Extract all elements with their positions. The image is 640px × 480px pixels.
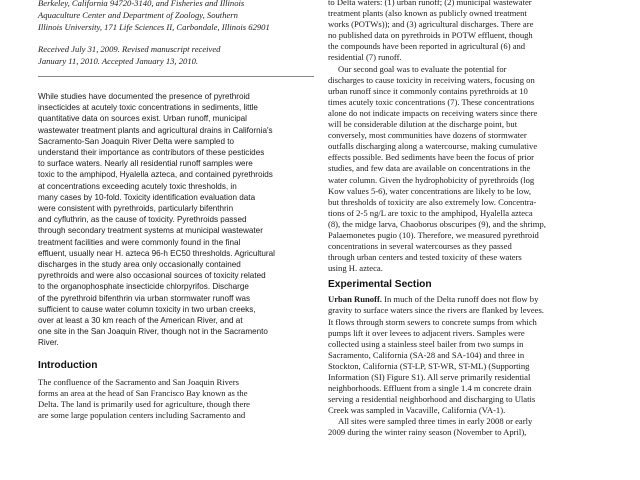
abstract-line: effluent, usually near H. azteca 96-h EC50 thresholds. Agricultural — [38, 248, 275, 258]
body-line: concentrations in several watercourses as they passed — [328, 241, 512, 252]
body-line: through urban centers and tested toxicity of these waters — [328, 252, 522, 263]
body-line: conversely, most communities have dozens of stormwater — [328, 130, 527, 141]
abstract-line: to the organophosphate insecticide chlorpyrifos. Discharge — [38, 282, 249, 292]
abstract-line: While studies have documented the presence of pyrethroid — [38, 92, 250, 101]
body-line: collected using a stainless steel bailer from two sumps in — [328, 338, 524, 349]
body-line: Stockton, California (ST-LP, ST-WR, ST-ML) (Supporting — [328, 360, 530, 371]
body-line: Kow values 5-6), water concentrations are likely to be low, — [328, 185, 531, 196]
abstract-line: one site in the San Joaquin River, though not in the Sacramento — [38, 327, 268, 337]
abstract-line: through secondary treatment systems at municipal wastewater — [38, 226, 263, 236]
intro-line: Delta. The land is primarily used for agriculture, though there — [38, 398, 250, 409]
abstract-line: understand their importance as contributors of these pesticides — [38, 148, 265, 158]
abstract-line: over at least a 30 km reach of the American River, and at — [38, 316, 243, 326]
body-line: will be considerable dilution at the discharge point, but — [328, 119, 518, 130]
body-line: studies, and few data are available on concentrations in the — [328, 163, 531, 174]
author-affiliation — [38, 0, 314, 33]
intro-line: are some large population centers including Sacramento and — [38, 409, 246, 420]
second-goal-paragraph — [328, 64, 622, 275]
abstract-line: quantitative data on sources exist. Urban runoff, municipal — [38, 114, 247, 124]
abstract-divider — [38, 76, 314, 77]
body-line: using H. azteca. — [328, 263, 383, 274]
body-line: treatment plants (also known as publicly owned treatment — [328, 8, 527, 19]
body-line: pumps lift it over levees to adjacent rivers. Samples were — [328, 327, 525, 338]
experimental-section-heading: Experimental Section — [328, 279, 432, 291]
affiliation-line: Berkeley, California 94720-3140, and Fisheries and Illinois — [38, 0, 245, 8]
abstract-line: many cases by 10-fold. Toxicity identification evaluation data — [38, 192, 256, 202]
abstract — [38, 91, 314, 349]
body-line: to Delta waters: (1) urban runoff; (2) municipal wastewater — [328, 0, 532, 7]
received-line: January 11, 2010. Accepted January 13, 2010. — [38, 56, 199, 66]
body-line: (8), the midge larva, Chaoborus obscuripes (9), and the shrimp, — [328, 218, 546, 229]
abstract-line: pyrethroids and were also occasional sources of toxicity related — [38, 271, 266, 281]
body-line: water column. Given the hydrophobicity of pyrethroids (log — [328, 174, 535, 185]
body-line: alone do not indicate impacts on receiving waters since there — [328, 107, 538, 118]
left-column — [38, 0, 314, 421]
abstract-line: River. — [38, 338, 59, 348]
abstract-line: of the pyrethroid bifenthrin via urban stormwater runoff was — [38, 293, 251, 303]
abstract-line: discharges in the study area only occasionally contained — [38, 260, 241, 270]
body-line: Sacramento, California (SA-28 and SA-104) and three in — [328, 349, 525, 360]
body-line: 2009 during the winter rainy season (November to April), — [328, 427, 527, 438]
body-line: neighborhoods. Effluent from a single 1.4 m concrete drain — [328, 383, 532, 394]
body-line — [328, 416, 622, 427]
body-line: Palaemonetes pugio (10). Therefore, we measured pyrethroid — [328, 229, 539, 240]
body-line-text: In much of the Delta runoff does not flow by — [384, 294, 539, 305]
abstract-line: treatment facilities and were commonly found in the final — [38, 237, 241, 247]
received-dates — [38, 43, 314, 67]
goals-paragraph — [328, 0, 622, 64]
abstract-line: insecticides at acutely toxic concentrations in sediments, little — [38, 103, 258, 113]
abstract-line: toxic to the amphipod, Hyalella azteca, and contained pyrethroids — [38, 170, 273, 180]
abstract-line: and cyfluthrin, as the cause of toxicity. Pyrethroids passed — [38, 215, 247, 225]
body-line: Information (SI) Figure S1). All serve primarily residential — [328, 372, 531, 382]
abstract-line: wastewater treatment plants and agricultural drains in California's — [38, 125, 273, 135]
introduction-text — [38, 377, 314, 421]
urban-runoff-paragraph — [328, 294, 622, 438]
body-line: discharges to cause toxicity in receiving waters, focusing on — [328, 74, 535, 85]
body-line: times acutely toxic concentrations (7). These concentrations — [328, 96, 535, 107]
body-line: effects possible. Bed sediments have been the focus of prior — [328, 152, 535, 163]
affiliation-line: Illinois University, 171 Life Sciences II, Carbondale, Illinois 62901 — [38, 22, 270, 32]
body-line: but thresholds of toxicity are also extremely low. Concentra- — [328, 196, 537, 207]
body-line: residential (7) runoff. — [328, 52, 402, 63]
body-line — [328, 294, 622, 305]
body-line: serving a residential neighborhood and discharging to Ulatis — [328, 394, 536, 405]
abstract-line: sufficient to cause water column toxicity in two urban creeks, — [38, 304, 256, 314]
intro-line: The confluence of the Sacramento and San Joaquin Rivers — [38, 376, 239, 387]
body-line: the compounds have been reported in agricultural (6) and — [328, 41, 526, 52]
body-line: Creek was sampled in Vacaville, California (VA-1). — [328, 405, 506, 416]
body-line-text: All sites were sampled three times in early 2008 or early — [338, 416, 533, 427]
abstract-line: to surface waters. Nearly all residential runoff samples were — [38, 159, 253, 169]
body-line: outfalls discharging along a watercourse, making cumulative — [328, 141, 538, 152]
abstract-line: Sacramento-San Joaquin River Delta were sampled to — [38, 136, 234, 146]
received-line: Received July 31, 2009. Revised manuscript received — [38, 44, 221, 54]
intro-line: forms an area at the head of San Francisco Bay known as the — [38, 387, 248, 398]
body-line — [328, 64, 622, 75]
body-line: no published data on pyrethroids in POTW effluent, though — [328, 30, 533, 41]
body-line: works (POTWs)); and (3) agricultural discharges. There are — [328, 19, 534, 30]
body-line: It flows through storm sewers to concrete sumps from which — [328, 316, 537, 327]
introduction-heading: Introduction — [38, 359, 98, 371]
body-line: tions of 2-5 ng/L are toxic to the amphipod, Hyalella azteca — [328, 207, 533, 218]
urban-runoff-subheading: Urban Runoff. — [328, 294, 382, 305]
body-line: gravity to surface waters since the rivers are flanked by levees. — [328, 305, 544, 316]
abstract-line: were consistent with pyrethroids, particularly bifenthrin — [38, 204, 234, 214]
right-column — [328, 0, 622, 439]
body-line: urban runoff since it commonly contains pyrethroids at 10 — [328, 85, 528, 96]
abstract-line: at concentrations exceeding acutely toxic thresholds, in — [38, 181, 237, 191]
affiliation-line: Aquaculture Center and Department of Zoology, Southern — [38, 10, 238, 20]
body-line-text: Our second goal was to evaluate the potential for — [338, 63, 507, 74]
